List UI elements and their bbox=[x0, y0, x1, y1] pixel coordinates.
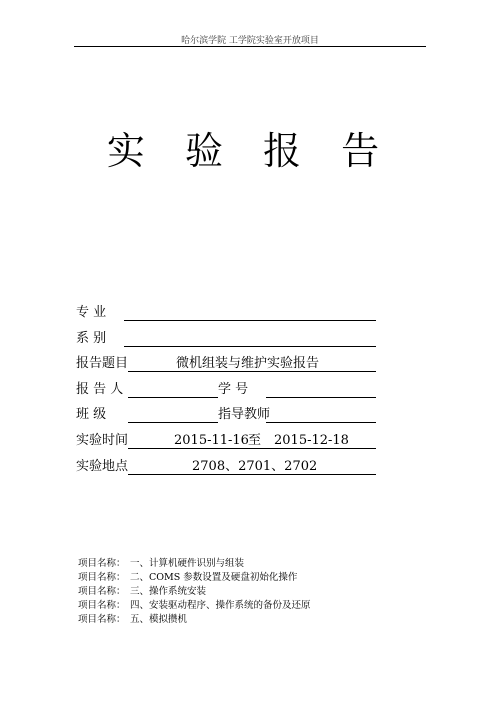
field-topic-value: 微机组装与维护实验报告 bbox=[176, 356, 320, 371]
field-student-id-line bbox=[266, 397, 376, 398]
project-label: 项目名称： bbox=[78, 572, 126, 583]
field-topic bbox=[76, 354, 376, 374]
field-place bbox=[76, 457, 376, 477]
field-reporter-label: 报 告 人 bbox=[76, 382, 124, 397]
field-class bbox=[76, 405, 376, 425]
field-time bbox=[76, 431, 376, 451]
field-time-end: 2015-12-18 bbox=[274, 433, 349, 448]
project-name: 三、操作系统安装 bbox=[130, 586, 207, 597]
header-divider bbox=[74, 46, 426, 47]
list-item bbox=[78, 557, 418, 571]
page-header: 哈尔滨学院 工学院实验室开放项目 bbox=[181, 36, 319, 46]
field-dept-line bbox=[124, 346, 376, 347]
field-reporter bbox=[76, 380, 376, 400]
field-topic-label: 报告题目 bbox=[76, 356, 129, 371]
field-dept bbox=[76, 329, 376, 349]
field-time-start: 2015-11-16 bbox=[174, 433, 249, 448]
field-major-label: 专 业 bbox=[76, 305, 107, 320]
field-advisor-label: 指导教师 bbox=[218, 407, 271, 422]
list-item bbox=[78, 585, 418, 599]
project-label: 项目名称： bbox=[78, 600, 126, 611]
list-item bbox=[78, 613, 418, 627]
field-time-label: 实验时间 bbox=[76, 433, 129, 448]
list-item bbox=[78, 599, 418, 613]
field-place-value: 2708、2701、2702 bbox=[192, 459, 318, 474]
project-name: 一、计算机硬件识别与组装 bbox=[130, 558, 245, 569]
field-major bbox=[76, 303, 376, 323]
report-title: 实 验 报 告 bbox=[106, 129, 394, 173]
field-student-id-label: 学 号 bbox=[218, 382, 249, 397]
field-reporter-line bbox=[128, 397, 218, 398]
field-class-label: 班 级 bbox=[76, 407, 107, 422]
project-label: 项目名称： bbox=[78, 586, 126, 597]
project-label: 项目名称： bbox=[78, 614, 126, 625]
field-major-line bbox=[124, 320, 376, 321]
field-dept-label: 系 别 bbox=[76, 331, 107, 346]
project-label: 项目名称： bbox=[78, 558, 126, 569]
project-name: 五、模拟攒机 bbox=[130, 614, 188, 625]
field-time-to: 至 bbox=[248, 433, 262, 448]
project-name: 四、安装驱动程序、操作系统的备份及还原 bbox=[130, 600, 311, 611]
field-advisor-line bbox=[266, 422, 376, 423]
field-class-line bbox=[128, 422, 218, 423]
project-list bbox=[78, 557, 418, 627]
field-place-label: 实验地点 bbox=[76, 459, 129, 474]
project-name: 二、COMS 参数设置及硬盘初始化操作 bbox=[130, 572, 298, 583]
list-item bbox=[78, 571, 418, 585]
